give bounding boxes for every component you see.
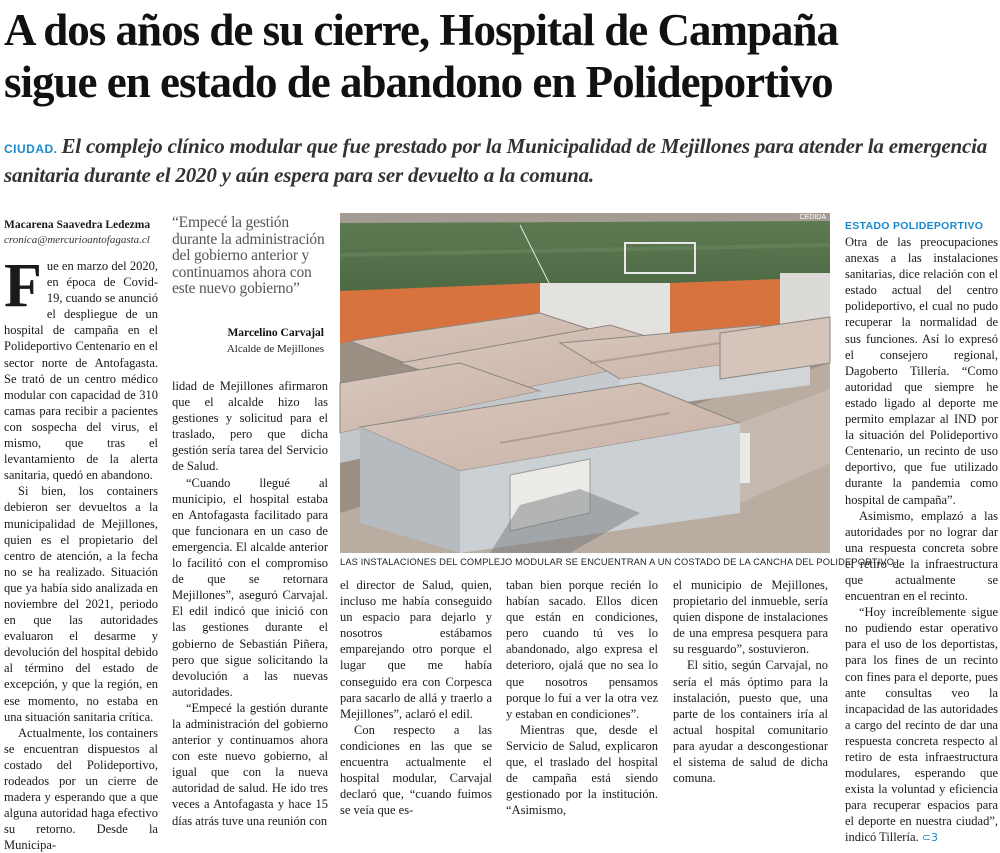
paragraph-text: “Hoy increíblemente sigue no pudiendo estar operativo para el uso de los deportistas, para los fines de un recinto con fines para el deporte, pues ante consultas veo la incapacidad de las autoridades a cargo del recinto de dar una respuesta concreta respecto al retiro de esta infraestructura modulares, esperando que exista la voluntad y eficiencia para recuperar espacios para el deporte en nuestra ciudad”, indicó Tillería.: [845, 605, 998, 845]
paragraph-text: ue en marzo del 2020, en época de Covid-19, cuando se anunció el despliegue de un hospital de campaña en el Polideportivo Centenario en el sector norte de Antofagasta. Se trató de un centro médico modular con capacidad de 310 camas para recibir a pacientes con sospecha del virus, el mismo, que tras el levantamiento de la alerta sanitaria, quedó en abandono.: [4, 259, 158, 483]
paragraph: el director de Salud, quien, incluso me había conseguido un espacio para dejarlo y nosotros estábamos emparejando otro porque el lugar que me había conseguido era con Corpesca para sacarlo de allá y traerlo a Mejillones”, aclaró el edil.: [340, 578, 492, 721]
article-column-1: [4, 218, 158, 853]
drop-cap: F: [4, 252, 42, 320]
paragraph: Con respecto a las condiciones en las que se encuentra actualmente el hospital modular, Carvajal declaró que, “cuando fuimos se veía que es-: [340, 722, 492, 818]
end-mark-icon: ⊂3: [921, 831, 938, 845]
photo-credit: CEDIDA: [799, 214, 826, 221]
photo-caption: LAS INSTALACIONES DEL COMPLEJO MODULAR SE ENCUENTRAN A UN COSTADO DE LA CANCHA DEL POLIDEPORTIVO.: [340, 557, 897, 567]
author-name: Macarena Saavedra Ledezma: [4, 219, 151, 231]
lede: [4, 133, 994, 188]
paragraph: Si bien, los containers debieron ser devueltos a la municipalidad de Mejillones, quien es el propietario del centro de atención, a la fecha no se ha realizado. Situación que ya había sido analizada en noviembre del 2021, periodo en que las autoridades evaluaron el desarme y devolución del hospital debido al término del estado de excepción, y que la región, en ese momento, no estaba en una situación sanitaria crítica.: [4, 484, 158, 724]
pull-quote: “Empecé la gestión durante la administración del gobierno anterior y continuamos ahora con este nuevo gobierno”: [172, 214, 325, 297]
paragraph: [4, 252, 158, 483]
paragraph: Asimismo, emplazó a las autoridades por no lograr dar una respuesta concreta sobre el retiro de la infraestructura que actualmente se encuentran en el recinto.: [845, 508, 998, 604]
pull-quote-role: Alcalde de Mejillones: [226, 343, 324, 355]
headline-line-2: sigue en estado de abandono en Polideportivo: [4, 57, 833, 107]
paragraph: taban bien porque recién lo habían sacado. Ellos dicen que están en condiciones, pero cuando tú ves lo abandonado, algo expresa el deterioro, ojalá que no sea lo que nosotros pensamos porque lo fui a ver la otra vez y estaban en condiciones”.: [506, 578, 658, 721]
paragraph: Otra de las preocupaciones anexas a las instalaciones sanitarias, dice relación con el estado actual del centro polideportivo, el cual no pudo recuperar la normalidad de sus funciones. Así lo expresó el consejero regional, Dagoberto Tillería. “Como autoridad que siempre he estado ligado al deporte me permito emplazar al IND por la situación del Polideportivo Centenario, un recinto de uso deportivo, que fue utilizado durante la pandemia como hospital de campaña”.: [845, 235, 998, 507]
section-title: ESTADO POLIDEPORTIVO: [845, 220, 984, 232]
article-photo: [340, 213, 830, 553]
paragraph: lidad de Mejillones afirmaron que el alcalde hizo las gestiones y solicitud para el traslado, pero que dicha gestión sería tarea del Servicio de Salud.: [172, 379, 328, 474]
paragraph: [845, 604, 998, 846]
article-column-3: [340, 577, 492, 818]
article-column-5: [673, 577, 828, 786]
paragraph: “Empecé la gestión durante la administración del gobierno anterior y continuamos ahora con este nuevo gobierno, al igual que con la nueva autoridad de salud. He ido tres veces a Antofagasta y hace 15 días atrás tuve una reunión con: [172, 700, 328, 828]
paragraph: Actualmente, los containers se encuentran dispuestos al costado del Polideportivo, rodeados por un cierre de madera y esperando que a que alguna autoridad haga efectivo su retorno. Desde la Municipa-: [4, 725, 158, 853]
article-column-4: [506, 577, 658, 818]
article-column-2: [172, 378, 328, 829]
lede-text: El complejo clínico modular que fue prestado por la Municipalidad de Mejillones para atender la emergencia sanitaria durante el 2020 y aún espera para ser devuelto a la comuna.: [4, 134, 988, 187]
headline: [4, 4, 996, 108]
article-column-6: [845, 218, 998, 847]
pull-quote-name: Marcelino Carvajal: [227, 327, 324, 339]
hospital-containers-photo: [340, 213, 830, 553]
paragraph: “Cuando llegué al municipio, el hospital estaba en Antofagasta facilitado para que funcionara en un caso de emergencia. El alcalde anterior lo facilitó con el compromiso de que se retornara Mejillones”, aseguró Carvajal. El edil indicó que inició con las gestiones durante el gobierno de Sebastián Piñera, pero que sigue solicitando la devolución a las nuevas autoridades.: [172, 475, 328, 699]
paragraph: el municipio de Mejillones, propietario del inmueble, sería quien dispone de instalaciones de una empresa pesquera para su resguardo”, sostuvieron.: [673, 578, 828, 657]
paragraph: Mientras que, desde el Servicio de Salud, explicaron que, el traslado del hospital de campaña está siendo gestionado por la institución. “Asimismo,: [506, 722, 658, 818]
paragraph: El sitio, según Carvajal, no sería el más óptimo para la instalación, puesto que, una parte de los containers iría al actual hospital comunitario para ayudar a descongestionar el sistema de salud de dicha comuna.: [673, 658, 828, 786]
headline-line-1: A dos años de su cierre, Hospital de Campaña: [4, 5, 839, 55]
section-kicker: CIUDAD.: [4, 142, 58, 156]
author-email: cronica@mercurioantofagasta.cl: [4, 234, 150, 246]
